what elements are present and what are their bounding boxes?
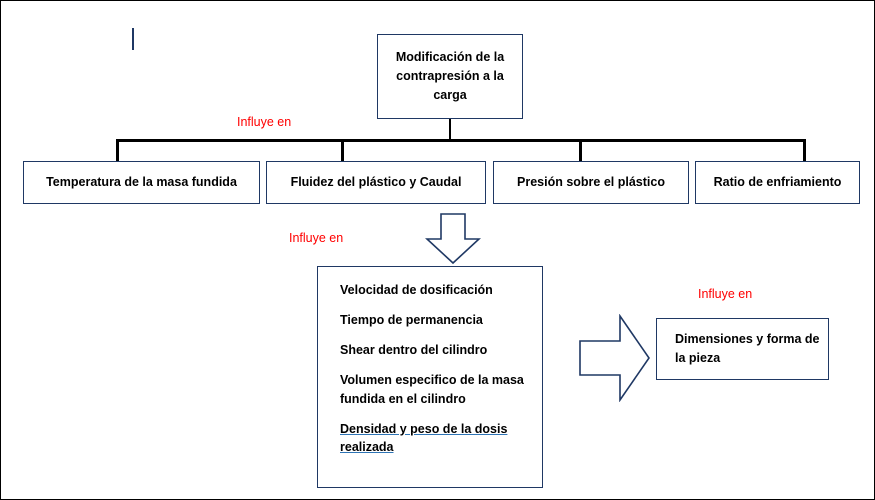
connector-drop-3	[579, 139, 582, 163]
top-box-label: Modificación de la contrapresión a la carga	[395, 50, 505, 102]
effects-item-3: Shear dentro del cilindro	[340, 343, 488, 358]
connector-horizontal-bus	[116, 139, 806, 142]
result-box-label: Dimensiones y forma de la pieza	[675, 332, 820, 365]
effects-list-box	[317, 266, 543, 488]
row-box-ratio-label: Ratio de enfriamiento	[713, 175, 842, 190]
row-box-presion	[493, 161, 689, 204]
top-box	[377, 34, 523, 119]
effects-item-5: Densidad y peso de la dosis realizada	[340, 421, 508, 454]
influye-en-label-right: Influye en	[698, 287, 753, 301]
connector-drop-1	[116, 139, 119, 163]
row-box-ratio	[695, 161, 860, 204]
effects-item-1: Velocidad de dosificación	[340, 283, 493, 297]
connector-top-vertical	[449, 119, 451, 141]
row-box-fluidez	[266, 161, 486, 204]
row-box-fluidez-label: Fluidez del plástico y Caudal	[290, 175, 462, 190]
influye-en-label-top: Influye en	[237, 115, 292, 129]
row-box-presion-label: Presión sobre el plástico	[517, 175, 665, 190]
row-box-temperatura	[23, 161, 260, 204]
effects-item-2: Tiempo de permanencia	[340, 313, 483, 328]
text-cursor	[132, 28, 134, 50]
down-arrow-icon	[425, 213, 481, 265]
right-arrow-icon	[579, 314, 651, 402]
result-box	[656, 318, 829, 380]
influye-en-label-middle: Influye en	[289, 231, 344, 245]
connector-drop-2	[341, 139, 344, 163]
connector-drop-4	[803, 139, 806, 163]
row-box-temperatura-label: Temperatura de la masa fundida	[46, 175, 237, 190]
effects-item-4: Volumen especifico de la masa fundida en el cilindro	[340, 373, 524, 406]
